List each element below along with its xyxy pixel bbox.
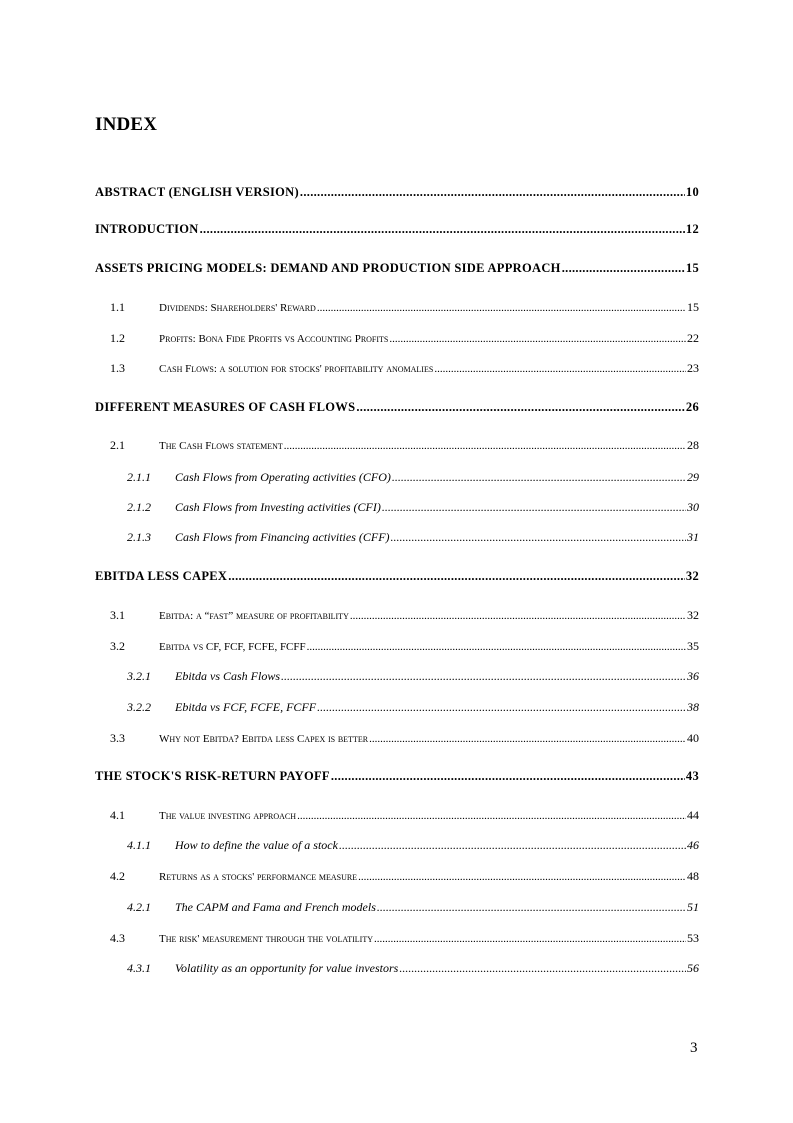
dot-leader: [391, 530, 686, 545]
toc-entry-page: 22: [687, 331, 699, 345]
dot-leader: [331, 769, 685, 784]
toc-entry-title: Cash Flows from Financing activities (CFF): [175, 530, 390, 544]
toc-entry[interactable]: [110, 731, 699, 747]
toc-entry[interactable]: [110, 808, 699, 824]
toc-entry-number: 2.1.3: [127, 530, 151, 544]
toc-entry[interactable]: [127, 530, 699, 546]
dot-leader: [377, 900, 686, 915]
toc-entry-number: 3.2.1: [127, 669, 151, 683]
dot-leader: [374, 933, 686, 945]
toc-entry-page: 28: [687, 438, 699, 452]
toc-entry-number: 4.3.1: [127, 961, 151, 975]
toc-entry[interactable]: [95, 400, 699, 416]
toc-entry-page: 51: [687, 900, 699, 914]
toc-entry-number: 4.3: [110, 931, 125, 945]
toc-entry[interactable]: [110, 931, 699, 947]
toc-entry-title: Profits: Bona Fide Profits vs Accounting Profits: [159, 333, 389, 345]
dot-leader: [281, 669, 686, 684]
toc-entry-number: 2.1.2: [127, 500, 151, 514]
toc-entry-number: 3.2: [110, 639, 125, 653]
dot-leader: [562, 261, 685, 276]
dot-leader: [297, 810, 686, 822]
toc-entry-page: 38: [687, 700, 699, 714]
toc-entry-title: The CAPM and Fama and French models: [175, 900, 376, 914]
toc-entry-title: Why not Ebitda? Ebitda less Capex is better: [159, 733, 369, 745]
page-title: INDEX: [95, 114, 158, 135]
toc-entry-title: The value investing approach: [159, 810, 297, 822]
toc-entry[interactable]: [127, 700, 699, 716]
toc-entry-title: ASSETS PRICING MODELS: DEMAND AND PRODUCTION SIDE APPROACH: [95, 261, 561, 275]
toc-entry-title: DIFFERENT MEASURES OF CASH FLOWS: [95, 400, 356, 414]
toc-entry-number: 3.3: [110, 731, 125, 745]
toc-entry[interactable]: [127, 838, 699, 854]
toc-entry-title: Cash Flows from Operating activities (CFO): [175, 470, 391, 484]
toc-entry-page: 15: [687, 300, 699, 314]
toc-entry-title: INTRODUCTION: [95, 222, 199, 236]
toc-entry[interactable]: [95, 261, 699, 277]
toc-entry-title: Ebitda vs Cash Flows: [175, 669, 281, 683]
toc-entry-number: 2.1: [110, 438, 125, 452]
dot-leader: [356, 400, 685, 415]
toc-entry-title: Ebitda vs FCF, FCFE, FCFF: [175, 700, 317, 714]
dot-leader: [228, 569, 685, 584]
toc-entry-number: 1.2: [110, 331, 125, 345]
toc-entry-number: 3.2.2: [127, 700, 151, 714]
toc-entry[interactable]: [110, 639, 699, 655]
toc-entry-title: Returns as a stocks' performance measure: [159, 871, 358, 883]
toc-entry-number: 3.1: [110, 608, 125, 622]
toc-entry[interactable]: [110, 608, 699, 624]
dot-leader: [389, 333, 686, 345]
toc-entry-page: 23: [687, 361, 699, 375]
toc-entry-page: 35: [687, 639, 699, 653]
toc-entry[interactable]: [95, 569, 699, 585]
toc-entry-page: 12: [685, 222, 699, 236]
toc-entry-number: 4.2: [110, 869, 125, 883]
toc-entry[interactable]: [110, 300, 699, 316]
toc-entry[interactable]: [110, 438, 699, 454]
dot-leader: [434, 363, 686, 375]
toc-entry-page: 56: [687, 961, 699, 975]
toc-entry-page: 32: [685, 569, 699, 583]
toc-entry-page: 15: [685, 261, 699, 275]
dot-leader: [284, 440, 686, 452]
toc-entry[interactable]: [95, 185, 699, 201]
toc-entry-page: 26: [685, 400, 699, 414]
toc-entry-title: EBITDA LESS CAPEX: [95, 569, 228, 583]
toc-entry-page: 30: [687, 500, 699, 514]
dot-leader: [358, 871, 686, 883]
toc-entry[interactable]: [127, 669, 699, 685]
dot-leader: [317, 700, 686, 715]
toc-entry-title: Cash Flows from Investing activities (CFI): [175, 500, 381, 514]
toc-entry-page: 10: [685, 185, 699, 199]
toc-entry[interactable]: [110, 869, 699, 885]
toc-entry-page: 40: [687, 731, 699, 745]
toc-entry-page: 46: [687, 838, 699, 852]
dot-leader: [350, 610, 686, 622]
toc-entry[interactable]: [95, 222, 699, 238]
toc-entry-number: 1.1: [110, 300, 125, 314]
toc-entry-title: Ebitda vs CF, FCF, FCFE, FCFF: [159, 641, 306, 653]
dot-leader: [200, 222, 685, 237]
toc-entry[interactable]: [110, 331, 699, 347]
toc-entry-page: 44: [687, 808, 699, 822]
toc-entry-number: 4.2.1: [127, 900, 151, 914]
toc-entry-title: Volatility as an opportunity for value investors: [175, 961, 399, 975]
toc-entry-page: 36: [687, 669, 699, 683]
toc-entry-title: Dividends: Shareholders' Reward: [159, 302, 316, 314]
toc-entry[interactable]: [127, 500, 699, 516]
toc-entry-page: 31: [687, 530, 699, 544]
toc-entry-number: 2.1.1: [127, 470, 151, 484]
toc-entry-page: 43: [685, 769, 699, 783]
dot-leader: [307, 641, 686, 653]
toc-entry[interactable]: [127, 961, 699, 977]
dot-leader: [339, 838, 686, 853]
toc-entry-page: 53: [687, 931, 699, 945]
toc-entry-page: 32: [687, 608, 699, 622]
dot-leader: [369, 733, 686, 745]
toc-entry-title: THE STOCK'S RISK-RETURN PAYOFF: [95, 769, 330, 783]
toc-entry-title: ABSTRACT (ENGLISH VERSION): [95, 185, 299, 199]
dot-leader: [399, 961, 686, 976]
toc-entry-title: Ebitda: a “fast” measure of profitability: [159, 610, 349, 622]
dot-leader: [392, 470, 686, 485]
dot-leader: [382, 500, 686, 515]
page-number: 3: [690, 1040, 698, 1056]
toc-entry[interactable]: [127, 470, 699, 486]
toc-entry-title: The risk' measurement through the volatility: [159, 933, 373, 945]
toc-entry[interactable]: [110, 361, 699, 377]
toc-entry-page: 48: [687, 869, 699, 883]
dot-leader: [317, 302, 686, 314]
toc-entry-title: The Cash Flows statement: [159, 440, 283, 452]
toc-entry[interactable]: [95, 769, 699, 785]
toc-entry-number: 4.1: [110, 808, 125, 822]
toc-entry-number: 4.1.1: [127, 838, 151, 852]
dot-leader: [300, 185, 685, 200]
toc-entry-number: 1.3: [110, 361, 125, 375]
toc-entry-title: How to define the value of a stock: [175, 838, 338, 852]
toc-entry-page: 29: [687, 470, 699, 484]
toc-entry-title: Cash Flows: a solution for stocks' profitability anomalies: [159, 363, 434, 375]
toc-entry[interactable]: [127, 900, 699, 916]
